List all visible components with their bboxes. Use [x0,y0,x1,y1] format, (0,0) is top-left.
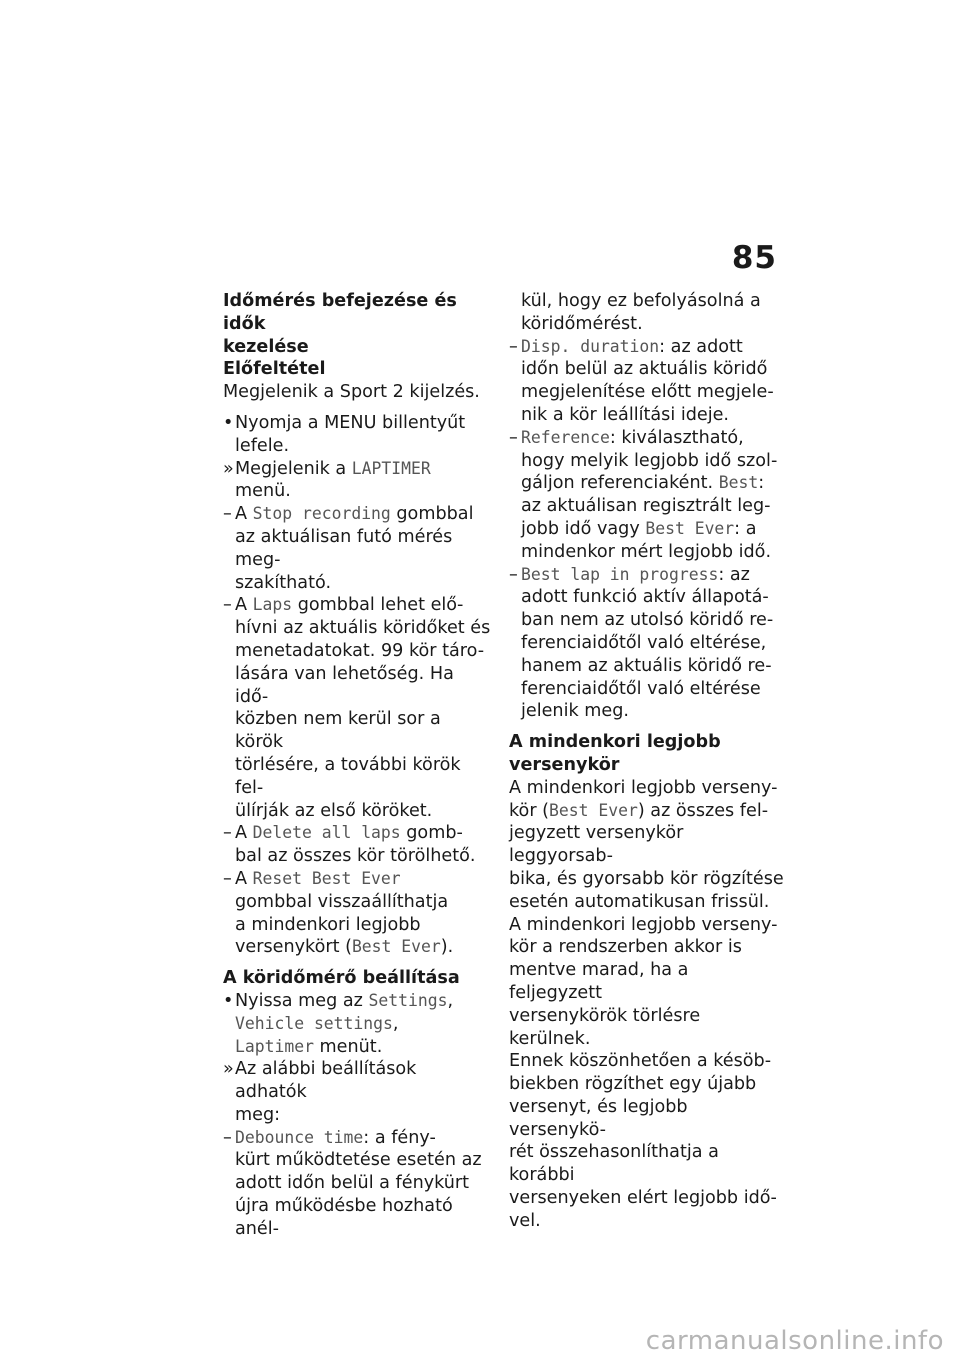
section-heading-laptimer-settings: A köridőmérő beállítása [223,968,460,989]
dash-icon: – [509,427,518,448]
dash-icon: – [223,1127,232,1148]
result-arrow-icon: » [223,458,234,479]
section-heading-timing-end: Időmérés befejezése és idők kezelése [223,291,457,357]
result-item: » Megjelenik a LAPTIMER menü. [223,458,431,502]
left-column [223,290,491,1241]
dash-icon: – [223,595,232,616]
dash-icon: – [223,868,232,889]
instruction-bullet: • Nyomja a MENU billentyűt lefele. [223,412,466,456]
dash-icon: – [509,336,518,357]
dash-icon: – [223,504,232,525]
debounce-time-continued: kül, hogy ez befolyásolná a köridőmérést. [521,291,761,334]
precondition-text: Megjelenik a Sport 2 kijelzés. [223,382,480,403]
watermark: carmanualsonline.info [645,1326,944,1356]
option-reference: – Reference: kiválasztható, hogy melyik legjobb idő szol- gáljon referenciaként. Best: az aktuálisan regisztrált leg- jobb idő vagy Best Ever: a mindenkor mért legjobb idő. [509,427,778,562]
precondition-heading: Előfeltétel [223,359,326,380]
best-lap-paragraph-1: A mindenkori legjobb verseny- kör (Best Ever) az összes fel- jegyzett versenykör leggyorsab- bika, és gyorsabb kör rögzítése esetén automatikusan frissül. [509,777,784,912]
right-column [509,290,784,1233]
section-heading-best-lap: A mindenkori legjobb versenykör [509,732,721,775]
instruction-bullet: • Nyissa meg az Settings, Vehicle settings, Laptimer menüt. [223,990,454,1057]
bullet-icon: • [223,990,234,1011]
result-item: » Az alábbi beállítások adhatók meg: [223,1059,417,1125]
option-laps: – A Laps gombbal lehet elő- hívni az aktuális köridőket és menetadatokat. 99 kör táro- lására van lehetőség. Ha idő- közben nem kerül sor a körök törlésére, a további körök fel- ülírják az első köröket. [223,595,491,821]
dash-icon: – [509,564,518,585]
option-stop-recording: – A Stop recording gombbal az aktuálisan futó mérés meg- szakítható. [223,504,474,593]
option-disp-duration: – Disp. duration: az adott időn belül az aktuális köridő megjelenítése előtt megjele- nik a kör leállítási ideje. [509,336,774,425]
option-delete-all-laps: – A Delete all laps gomb- bal az összes kör törölhető. [223,823,476,867]
result-arrow-icon: » [223,1059,234,1080]
bullet-icon: • [223,412,234,433]
option-debounce-time: – Debounce time: a fény- kürt működtetése esetén az adott időn belül a fénykürt újra működésbe hozható anél- [223,1127,482,1239]
best-lap-paragraph-2: A mindenkori legjobb verseny- kör a rendszerben akkor is mentve marad, ha a feljegyzett versenykörök törlésre kerülnek. Ennek köszönhetően a késöb- biekben rögzíthet egy újabb versenyt, és legjobb versenykö- rét összehasonlíthatja a korábbi versenyeken elért legjobb idő- vel. [509,914,778,1231]
page-number: 85 [731,240,777,276]
dash-icon: – [223,823,232,844]
option-reset-best-ever: – A Reset Best Ever gombbal visszaállíthatja a mindenkori legjobb versenykört (Best Ever). [223,868,454,958]
menu-code: LAPTIMER [351,458,431,478]
option-best-lap-in-progress: – Best lap in progress: az adott funkció aktív állapotá- ban nem az utolsó köridő re- ferenciaidőtől való eltérése, hanem az aktuális köridő re- ferenciaidőtől való eltérése jelenik meg. [509,564,774,722]
